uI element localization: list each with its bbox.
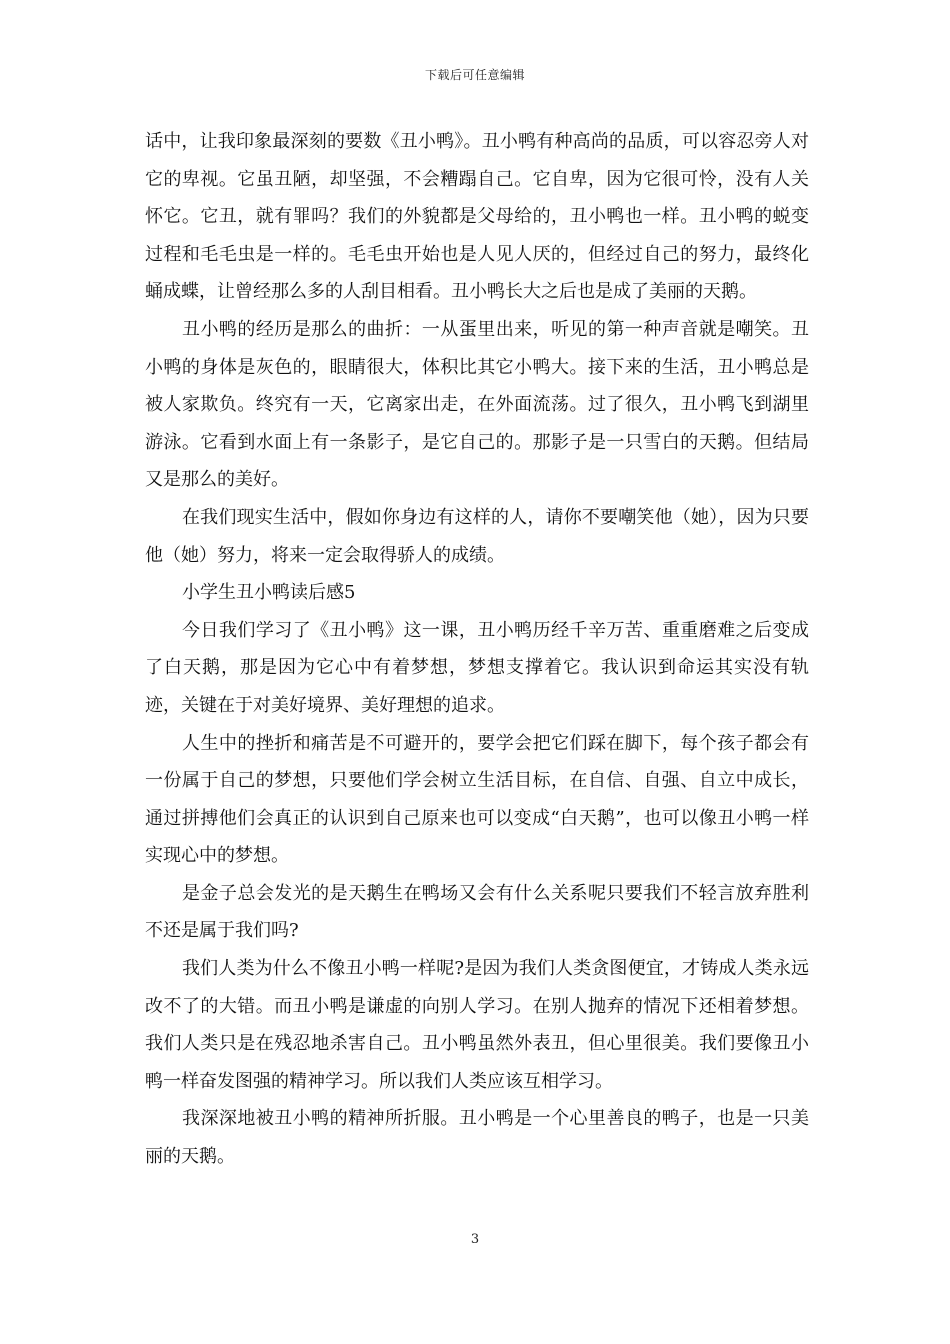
paragraph-gold: 是金子总会发光的是天鹅生在鸭场又会有什么关系呢只要我们不轻言放弃胜利不还是属于我们吗? — [145, 882, 809, 942]
paragraph-lesson: 今日我们学习了《丑小鸭》这一课，丑小鸭历经千辛万苦、重重磨难之后变成了白天鹅，那是因为它心中有着梦想，梦想支撑着它。我认识到命运其实没有轨迹，关键在于对美好境界、美好理想的追求。 — [145, 619, 809, 716]
paragraph-experience: 丑小鸭的经历是那么的曲折：一从蛋里出来，听见的第一种声音就是嘲笑。丑小鸭的身体是灰色的，眼睛很大，体积比其它小鸭大。接下来的生活，丑小鸭总是被人家欺负。终究有一天，它离家出走，在外面流荡。过了很久，丑小鸭飞到湖里游泳。它看到水面上有一条影子，是它自己的。那影子是一只雪白的天鹅。但结局又是那么的美好。 — [145, 318, 809, 491]
paragraph-continuation: 话中，让我印象最深刻的要数《丑小鸭》。丑小鸭有种高尚的品质，可以容忍旁人对它的卑视。它虽丑陋，却坚强，不会糟蹋自己。它自卑，因为它很可怜，没有人关怀它。它丑，就有罪吗？我们的外貌都是父母给的，丑小鸭也一样。丑小鸭的蜕变过程和毛毛虫是一样的。毛毛虫开始也是人见人厌的，但经过自己的努力，最终化蛹成蝶，让曾经那么多的人刮目相看。丑小鸭长大之后也是成了美丽的天鹅。 — [145, 131, 809, 303]
paragraph-conclusion: 我深深地被丑小鸭的精神所折服。丑小鸭是一个心里善良的鸭子，也是一只美丽的天鹅。 — [145, 1108, 809, 1168]
paragraph-humans: 我们人类为什么不像丑小鸭一样呢?是因为我们人类贪图便宜，才铸成人类永远改不了的大错。而丑小鸭是谦虚的向别人学习。在别人抛弃的情况下还相着梦想。我们人类只是在残忍地杀害自己。丑小鸭虽然外表丑，但心里很美。我们要像丑小鸭一样奋发图强的精神学习。所以我们人类应该互相学习。 — [145, 958, 809, 1092]
section-heading: 小学生丑小鸭读后感5 — [182, 582, 356, 604]
document-body — [145, 123, 809, 1176]
paragraph-real-life: 在我们现实生活中，假如你身边有这样的人，请你不要嘲笑他（她），因为只要他（她）努力，将来一定会取得骄人的成绩。 — [145, 506, 809, 566]
paragraph-setbacks: 人生中的挫折和痛苦是不可避开的，要学会把它们踩在脚下，每个孩子都会有一份属于自己的梦想，只要他们学会树立生活目标，在自信、自强、自立中成长，通过拼搏他们会真正的认识到自己原来也可以变成“白天鹅”，也可以像丑小鸭一样实现心中的梦想。 — [145, 732, 809, 867]
page-number: 3 — [470, 1232, 480, 1247]
page-header: 下载后可任意编辑 — [424, 68, 525, 82]
